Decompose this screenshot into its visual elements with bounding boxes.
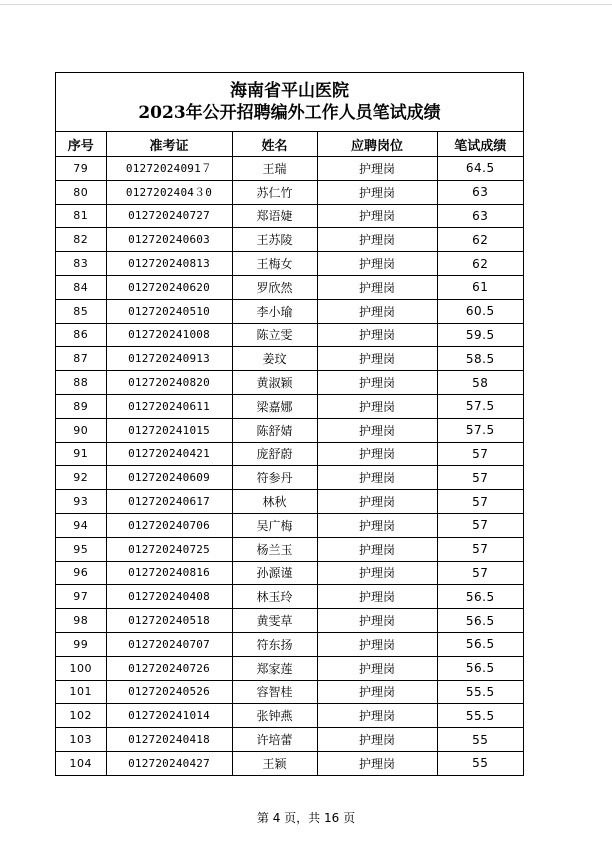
score-sheet bbox=[55, 72, 524, 776]
row-score: 56.5 bbox=[437, 632, 523, 656]
row-exam-id: 0127202404３0 bbox=[106, 180, 232, 204]
header-no: 序号 bbox=[56, 132, 106, 157]
row-name: 庞舒蔚 bbox=[232, 442, 317, 466]
row-no: 90 bbox=[56, 418, 106, 442]
row-name: 陈舒婧 bbox=[232, 418, 317, 442]
table-row bbox=[56, 299, 523, 323]
table-row bbox=[56, 371, 523, 395]
row-no: 103 bbox=[56, 728, 106, 752]
row-post: 护理岗 bbox=[317, 347, 437, 371]
row-score: 58.5 bbox=[437, 347, 523, 371]
row-no: 96 bbox=[56, 561, 106, 585]
row-no: 104 bbox=[56, 751, 106, 774]
row-exam-id: 012720240706 bbox=[106, 513, 232, 537]
row-exam-id: 012720240427 bbox=[106, 751, 232, 774]
row-no: 87 bbox=[56, 347, 106, 371]
table-header-row bbox=[56, 132, 523, 157]
page-footer: 第 4 页，共 16 页 bbox=[256, 811, 356, 825]
row-score: 57 bbox=[437, 490, 523, 514]
row-name: 孙源谨 bbox=[232, 561, 317, 585]
row-name: 杨兰玉 bbox=[232, 537, 317, 561]
row-score: 61 bbox=[437, 275, 523, 299]
row-no: 102 bbox=[56, 704, 106, 728]
row-score: 57.5 bbox=[437, 394, 523, 418]
row-exam-id: 012720240816 bbox=[106, 561, 232, 585]
row-no: 89 bbox=[56, 394, 106, 418]
row-exam-id: 012720240421 bbox=[106, 442, 232, 466]
row-no: 84 bbox=[56, 275, 106, 299]
row-name: 林玉玲 bbox=[232, 585, 317, 609]
row-score: 64.5 bbox=[437, 157, 523, 181]
row-score: 57 bbox=[437, 561, 523, 585]
table-row bbox=[56, 228, 523, 252]
row-name: 容智桂 bbox=[232, 680, 317, 704]
table-row bbox=[56, 751, 523, 774]
row-no: 98 bbox=[56, 609, 106, 633]
table-row bbox=[56, 728, 523, 752]
row-post: 护理岗 bbox=[317, 728, 437, 752]
row-post: 护理岗 bbox=[317, 275, 437, 299]
row-name: 许培蕾 bbox=[232, 728, 317, 752]
row-post: 护理岗 bbox=[317, 656, 437, 680]
row-score: 62 bbox=[437, 252, 523, 276]
table-row bbox=[56, 418, 523, 442]
row-no: 92 bbox=[56, 466, 106, 490]
row-post: 护理岗 bbox=[317, 252, 437, 276]
row-score: 57 bbox=[437, 466, 523, 490]
row-post: 护理岗 bbox=[317, 394, 437, 418]
row-no: 94 bbox=[56, 513, 106, 537]
row-name: 黄淑颖 bbox=[232, 371, 317, 395]
row-exam-id: 012720240603 bbox=[106, 228, 232, 252]
row-score: 56.5 bbox=[437, 656, 523, 680]
row-post: 护理岗 bbox=[317, 537, 437, 561]
row-exam-id: 012720241014 bbox=[106, 704, 232, 728]
header-name: 姓名 bbox=[232, 132, 317, 157]
sheet-title: 2023年公开招聘编外工作人员笔试成绩 bbox=[138, 103, 441, 123]
table-row bbox=[56, 490, 523, 514]
row-no: 99 bbox=[56, 632, 106, 656]
row-score: 55 bbox=[437, 751, 523, 774]
title-block bbox=[56, 73, 523, 132]
row-score: 60.5 bbox=[437, 299, 523, 323]
table-row bbox=[56, 656, 523, 680]
row-name: 罗欣然 bbox=[232, 275, 317, 299]
table-row bbox=[56, 680, 523, 704]
row-name: 王瑞 bbox=[232, 157, 317, 181]
table-row bbox=[56, 275, 523, 299]
row-no: 101 bbox=[56, 680, 106, 704]
header-exam-id: 准考证 bbox=[106, 132, 232, 157]
row-score: 55.5 bbox=[437, 680, 523, 704]
table-row bbox=[56, 252, 523, 276]
row-post: 护理岗 bbox=[317, 513, 437, 537]
table-row bbox=[56, 347, 523, 371]
row-exam-id: 012720241015 bbox=[106, 418, 232, 442]
table-row bbox=[56, 704, 523, 728]
row-post: 护理岗 bbox=[317, 585, 437, 609]
row-post: 护理岗 bbox=[317, 609, 437, 633]
row-no: 85 bbox=[56, 299, 106, 323]
row-score: 56.5 bbox=[437, 585, 523, 609]
table-body bbox=[56, 157, 523, 775]
row-post: 护理岗 bbox=[317, 751, 437, 774]
table-row bbox=[56, 394, 523, 418]
row-exam-id: 012720240727 bbox=[106, 204, 232, 228]
row-name: 王梅女 bbox=[232, 252, 317, 276]
row-score: 57 bbox=[437, 442, 523, 466]
row-exam-id: 012720240725 bbox=[106, 537, 232, 561]
row-no: 81 bbox=[56, 204, 106, 228]
row-name: 林秋 bbox=[232, 490, 317, 514]
row-post: 护理岗 bbox=[317, 561, 437, 585]
row-exam-id: 012720240707 bbox=[106, 632, 232, 656]
row-score: 57 bbox=[437, 513, 523, 537]
row-name: 王颖 bbox=[232, 751, 317, 774]
row-no: 93 bbox=[56, 490, 106, 514]
row-no: 82 bbox=[56, 228, 106, 252]
hospital-name: 海南省平山医院 bbox=[230, 81, 349, 101]
table-row bbox=[56, 180, 523, 204]
row-exam-id: 012720240408 bbox=[106, 585, 232, 609]
row-name: 梁嘉娜 bbox=[232, 394, 317, 418]
row-post: 护理岗 bbox=[317, 157, 437, 181]
row-post: 护理岗 bbox=[317, 204, 437, 228]
row-post: 护理岗 bbox=[317, 704, 437, 728]
page-top-rule bbox=[0, 4, 612, 5]
row-score: 63 bbox=[437, 204, 523, 228]
row-exam-id: 012720240418 bbox=[106, 728, 232, 752]
score-table bbox=[56, 132, 523, 775]
row-name: 吴广梅 bbox=[232, 513, 317, 537]
row-name: 符东扬 bbox=[232, 632, 317, 656]
row-no: 100 bbox=[56, 656, 106, 680]
row-post: 护理岗 bbox=[317, 418, 437, 442]
row-post: 护理岗 bbox=[317, 299, 437, 323]
row-exam-id: 012720240813 bbox=[106, 252, 232, 276]
row-name: 张钟燕 bbox=[232, 704, 317, 728]
row-score: 57 bbox=[437, 537, 523, 561]
row-no: 86 bbox=[56, 323, 106, 347]
header-score: 笔试成绩 bbox=[437, 132, 523, 157]
row-exam-id: 012720240913 bbox=[106, 347, 232, 371]
row-score: 59.5 bbox=[437, 323, 523, 347]
table-row bbox=[56, 204, 523, 228]
table-row bbox=[56, 561, 523, 585]
table-row bbox=[56, 442, 523, 466]
row-score: 62 bbox=[437, 228, 523, 252]
table-row bbox=[56, 585, 523, 609]
row-exam-id: 012720240617 bbox=[106, 490, 232, 514]
row-exam-id: 012720240611 bbox=[106, 394, 232, 418]
row-post: 护理岗 bbox=[317, 180, 437, 204]
row-score: 55 bbox=[437, 728, 523, 752]
row-exam-id: 012720240726 bbox=[106, 656, 232, 680]
row-post: 护理岗 bbox=[317, 228, 437, 252]
table-row bbox=[56, 632, 523, 656]
row-score: 55.5 bbox=[437, 704, 523, 728]
table-row bbox=[56, 157, 523, 181]
row-name: 黄雯草 bbox=[232, 609, 317, 633]
row-no: 83 bbox=[56, 252, 106, 276]
row-no: 88 bbox=[56, 371, 106, 395]
row-post: 护理岗 bbox=[317, 442, 437, 466]
row-score: 56.5 bbox=[437, 609, 523, 633]
row-name: 李小瑜 bbox=[232, 299, 317, 323]
row-post: 护理岗 bbox=[317, 466, 437, 490]
table-row bbox=[56, 323, 523, 347]
row-exam-id: 01272024091７ bbox=[106, 157, 232, 181]
row-no: 91 bbox=[56, 442, 106, 466]
table-row bbox=[56, 513, 523, 537]
row-no: 80 bbox=[56, 180, 106, 204]
row-exam-id: 012720240510 bbox=[106, 299, 232, 323]
row-name: 姜玟 bbox=[232, 347, 317, 371]
header-post: 应聘岗位 bbox=[317, 132, 437, 157]
row-exam-id: 012720240518 bbox=[106, 609, 232, 633]
row-name: 郑语婕 bbox=[232, 204, 317, 228]
table-row bbox=[56, 466, 523, 490]
row-name: 陈立雯 bbox=[232, 323, 317, 347]
row-score: 57.5 bbox=[437, 418, 523, 442]
row-score: 63 bbox=[437, 180, 523, 204]
table-row bbox=[56, 609, 523, 633]
row-exam-id: 012720240609 bbox=[106, 466, 232, 490]
row-no: 97 bbox=[56, 585, 106, 609]
table-row bbox=[56, 537, 523, 561]
row-post: 护理岗 bbox=[317, 371, 437, 395]
row-name: 苏仁竹 bbox=[232, 180, 317, 204]
row-no: 79 bbox=[56, 157, 106, 181]
row-post: 护理岗 bbox=[317, 323, 437, 347]
row-name: 符参丹 bbox=[232, 466, 317, 490]
row-no: 95 bbox=[56, 537, 106, 561]
row-exam-id: 012720240820 bbox=[106, 371, 232, 395]
row-exam-id: 012720240526 bbox=[106, 680, 232, 704]
row-name: 王苏陵 bbox=[232, 228, 317, 252]
row-post: 护理岗 bbox=[317, 490, 437, 514]
row-exam-id: 012720240620 bbox=[106, 275, 232, 299]
row-post: 护理岗 bbox=[317, 632, 437, 656]
row-post: 护理岗 bbox=[317, 680, 437, 704]
row-name: 郑家莲 bbox=[232, 656, 317, 680]
row-score: 58 bbox=[437, 371, 523, 395]
row-exam-id: 012720241008 bbox=[106, 323, 232, 347]
